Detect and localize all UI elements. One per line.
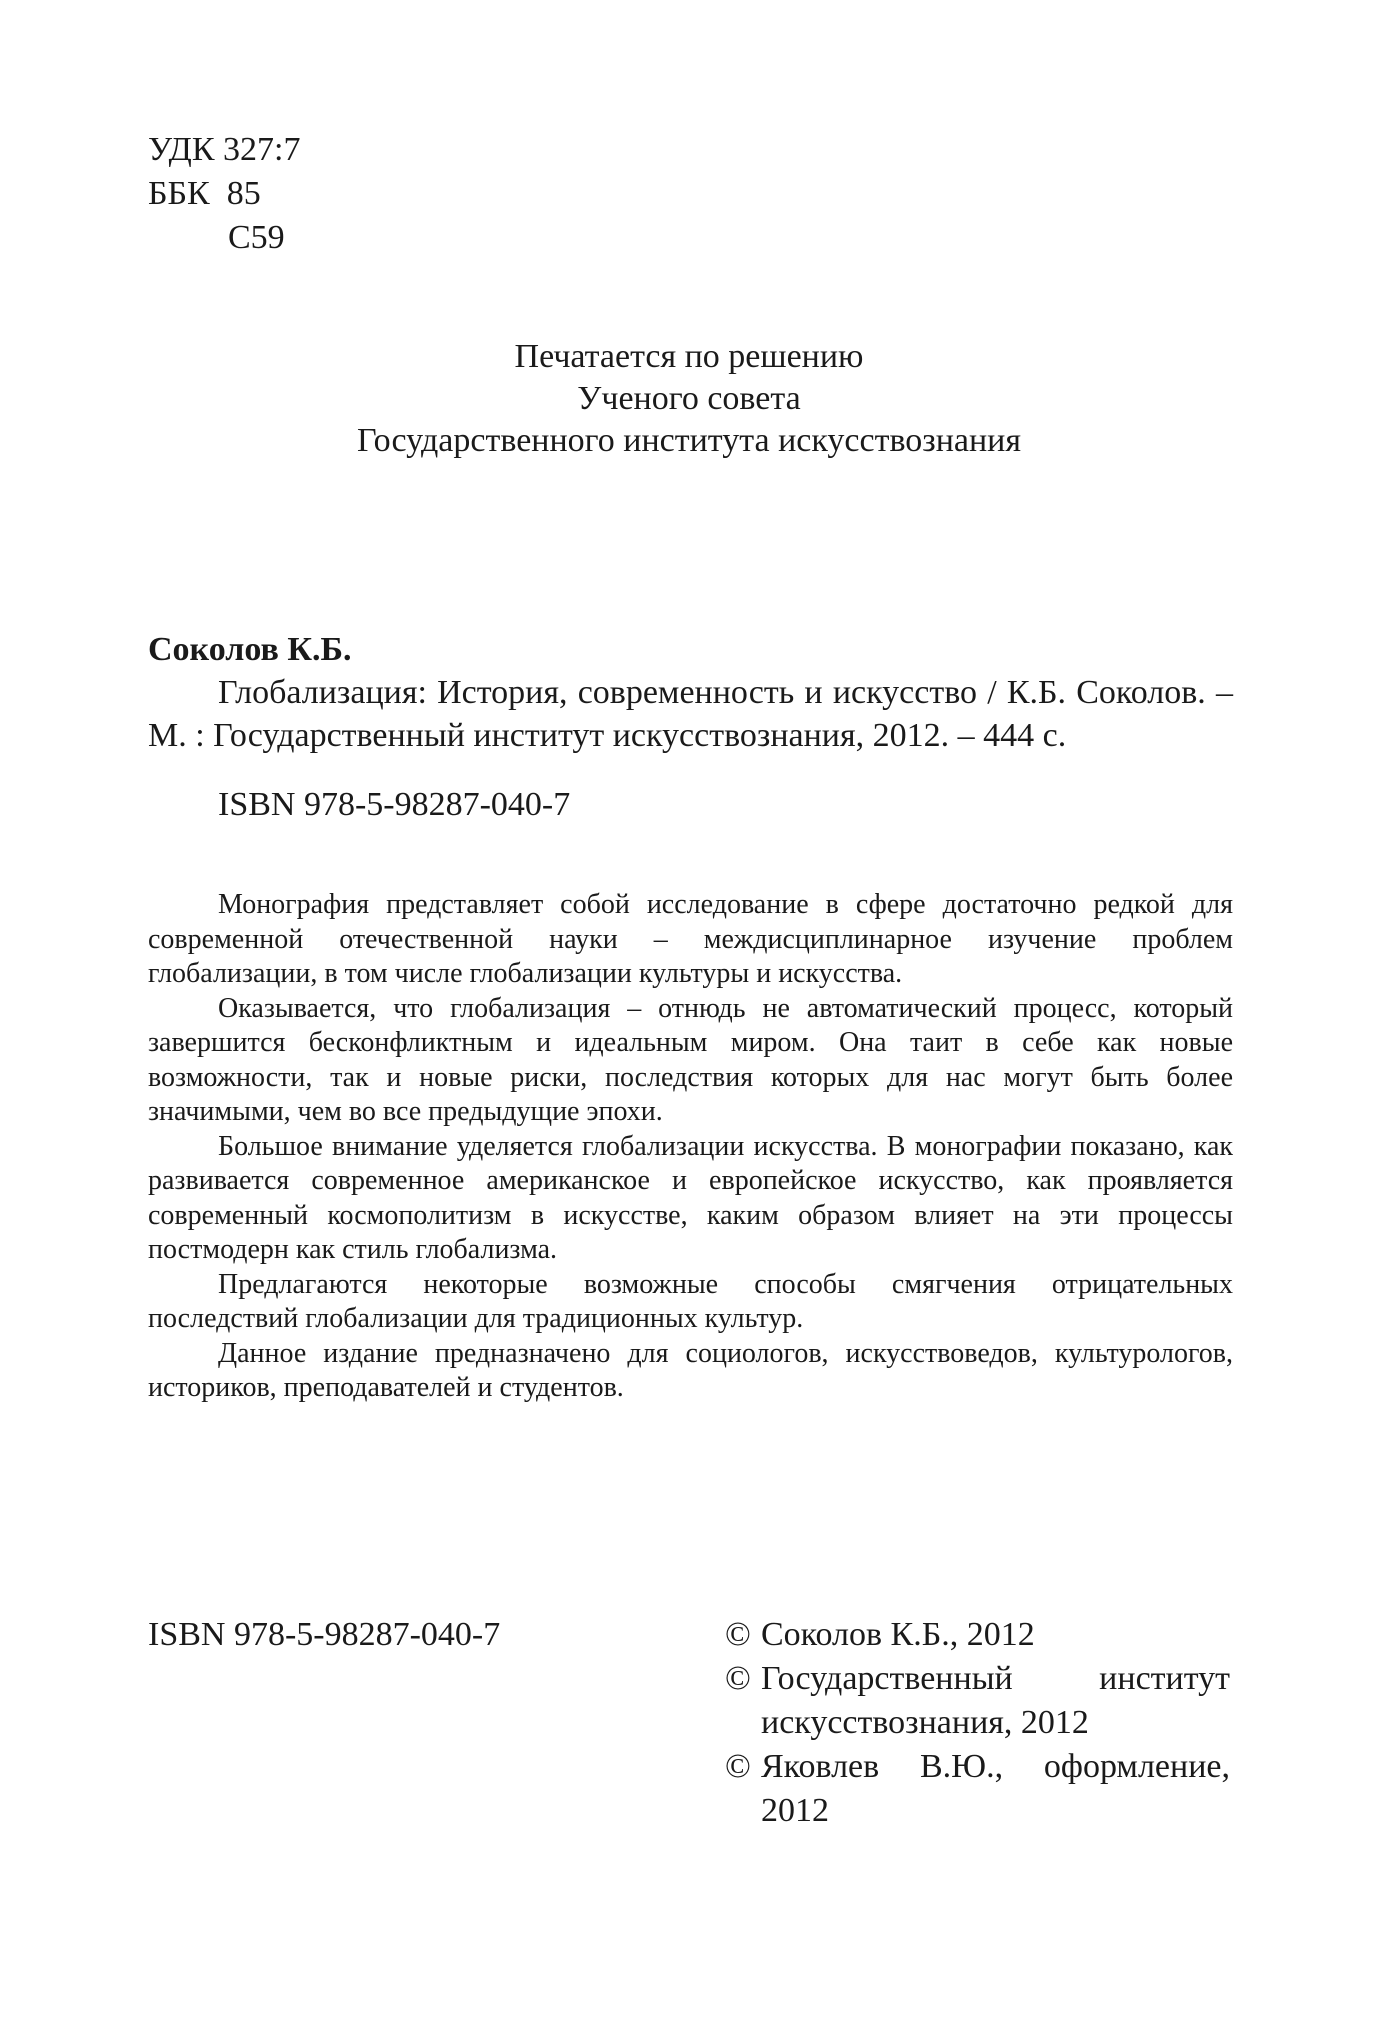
bbk-code: ББК 85 bbox=[148, 175, 261, 212]
copyright-line bbox=[725, 1613, 1230, 1657]
abstract-paragraph: Большое внимание уделяется глобализации искусства. В монографии показано, как развивается современное американское и европейское искусство, как проявляется современный космополитизм в искусстве, каким образом влияет на эти процессы постмодерн как стиль глобализма. bbox=[148, 1130, 1233, 1265]
copyright-text: Соколов К.Б., 2012 bbox=[761, 1616, 1035, 1653]
abstract-paragraph: Оказывается, что глобализация – отнюдь не автоматический процесс, который завершится бесконфликтным и идеальным миром. Она таит в себе как новые возможности, так и новые риски, последствия которых для нас могут быть более значимыми, чем во все предыдущие эпохи. bbox=[148, 992, 1233, 1127]
decision-line: Государственного института искусствознания bbox=[356, 422, 1022, 459]
decision-line: Ученого совета bbox=[577, 380, 801, 417]
copyright-text: Государственный институт искусствознания, 2012 bbox=[761, 1660, 1230, 1741]
publication-decision bbox=[0, 336, 1378, 462]
copyright-line bbox=[725, 1657, 1230, 1745]
decision-line: Печатается по решению bbox=[514, 338, 864, 375]
author-mark: С59 bbox=[228, 219, 285, 256]
record-isbn: ISBN 978-5-98287-040-7 bbox=[218, 786, 571, 823]
copyright-text: Яковлев В.Ю., оформление, 2012 bbox=[761, 1748, 1230, 1829]
abstract-paragraph: Монография представляет собой исследование в сфере достаточно редкой для современной отечественной науки – междисциплинарное изучение проблем глобализации, в том числе глобализации культуры и искусства. bbox=[148, 889, 1233, 989]
copyright-block bbox=[725, 1613, 1230, 1833]
udk-code: УДК 327:7 bbox=[148, 131, 301, 168]
bibliographic-entry: Глобализация: История, современность и искусство / К.Б. Соколов. – М. : Государственный институт искусствознания, 2012. – 444 с. bbox=[148, 674, 1233, 754]
copyright-sign: © bbox=[725, 1616, 751, 1653]
abstract bbox=[148, 888, 1233, 1406]
copyright-line bbox=[725, 1745, 1230, 1833]
author-heading: Соколов К.Б. bbox=[148, 631, 352, 668]
footer-isbn: ISBN 978-5-98287-040-7 bbox=[148, 1616, 501, 1653]
copyright-sign: © bbox=[725, 1660, 751, 1697]
copyright-sign: © bbox=[725, 1748, 751, 1785]
classification-codes bbox=[148, 128, 300, 260]
abstract-paragraph: Данное издание предназначено для социологов, искусствоведов, культурологов, историков, преподавателей и студентов. bbox=[148, 1337, 1233, 1403]
abstract-paragraph: Предлагаются некоторые возможные способы смягчения отрицательных последствий глобализации для традиционных культур. bbox=[148, 1268, 1233, 1334]
bibliographic-record bbox=[148, 628, 1233, 826]
